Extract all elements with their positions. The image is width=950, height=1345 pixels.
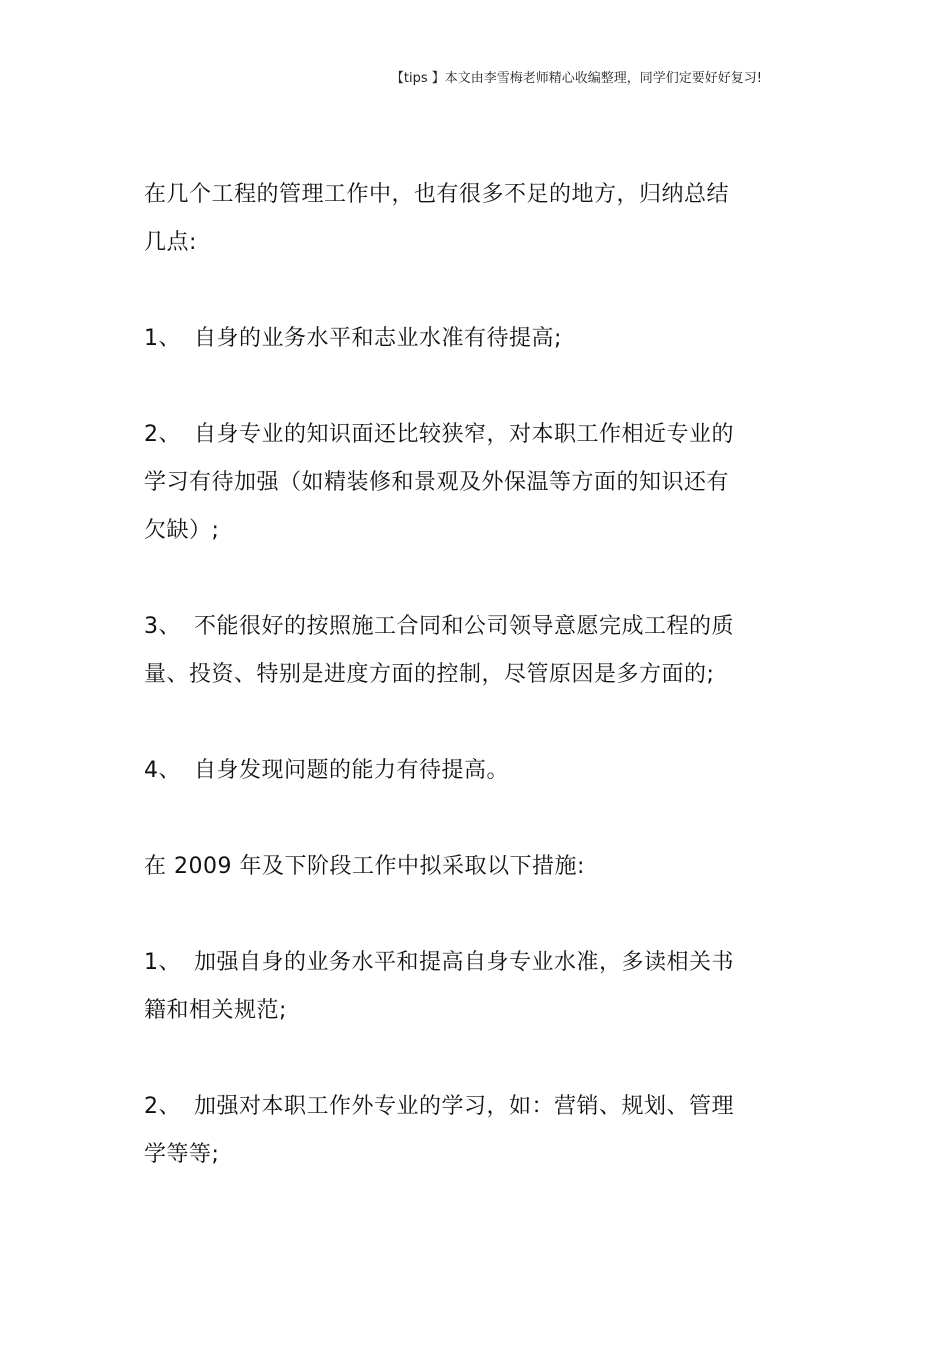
item-text: 加强对本职工作外专业的学习，如：营销、规划、管理 xyxy=(194,1094,735,1119)
item-number: 2、 xyxy=(144,422,181,447)
intro-line-2: 几点: xyxy=(144,230,197,255)
intro-paragraph xyxy=(144,171,754,267)
shortcoming-item-2 xyxy=(144,411,754,555)
header-tip: 【tips 】本文由李雪梅老师精心收编整理，同学们定要好好复习! xyxy=(390,71,762,86)
intro-line-1: 在几个工程的管理工作中，也有很多不足的地方，归纳总结 xyxy=(144,182,730,207)
shortcoming-item-3 xyxy=(144,603,754,699)
item-number: 3、 xyxy=(144,614,181,639)
measure-item-1 xyxy=(144,939,754,1035)
item-text: 学习有待加强（如精装修和景观及外保温等方面的知识还有 xyxy=(144,470,730,495)
shortcoming-item-1 xyxy=(144,315,754,363)
item-text: 籍和相关规范; xyxy=(144,998,287,1023)
item-text: 不能很好的按照施工合同和公司领导意愿完成工程的质 xyxy=(194,614,735,639)
item-number: 1、 xyxy=(144,326,181,351)
measure-item-2 xyxy=(144,1083,754,1179)
item-text: 加强自身的业务水平和提高自身专业水准，多读相关书 xyxy=(194,950,735,975)
item-text: 量、投资、特别是进度方面的控制，尽管原因是多方面的; xyxy=(144,662,715,687)
item-number: 4、 xyxy=(144,758,181,783)
item-text: 自身的业务水平和志业水准有待提高; xyxy=(194,326,562,351)
item-text: 学等等; xyxy=(144,1142,220,1167)
item-number: 2、 xyxy=(144,1094,181,1119)
measures-heading: 在 2009 年及下阶段工作中拟采取以下措施: xyxy=(144,854,585,879)
shortcoming-item-4 xyxy=(144,747,754,795)
item-text: 自身专业的知识面还比较狭窄，对本职工作相近专业的 xyxy=(194,422,735,447)
item-text: 自身发现问题的能力有待提高。 xyxy=(194,758,510,783)
item-text: 欠缺）; xyxy=(144,518,220,543)
item-number: 1、 xyxy=(144,950,181,975)
